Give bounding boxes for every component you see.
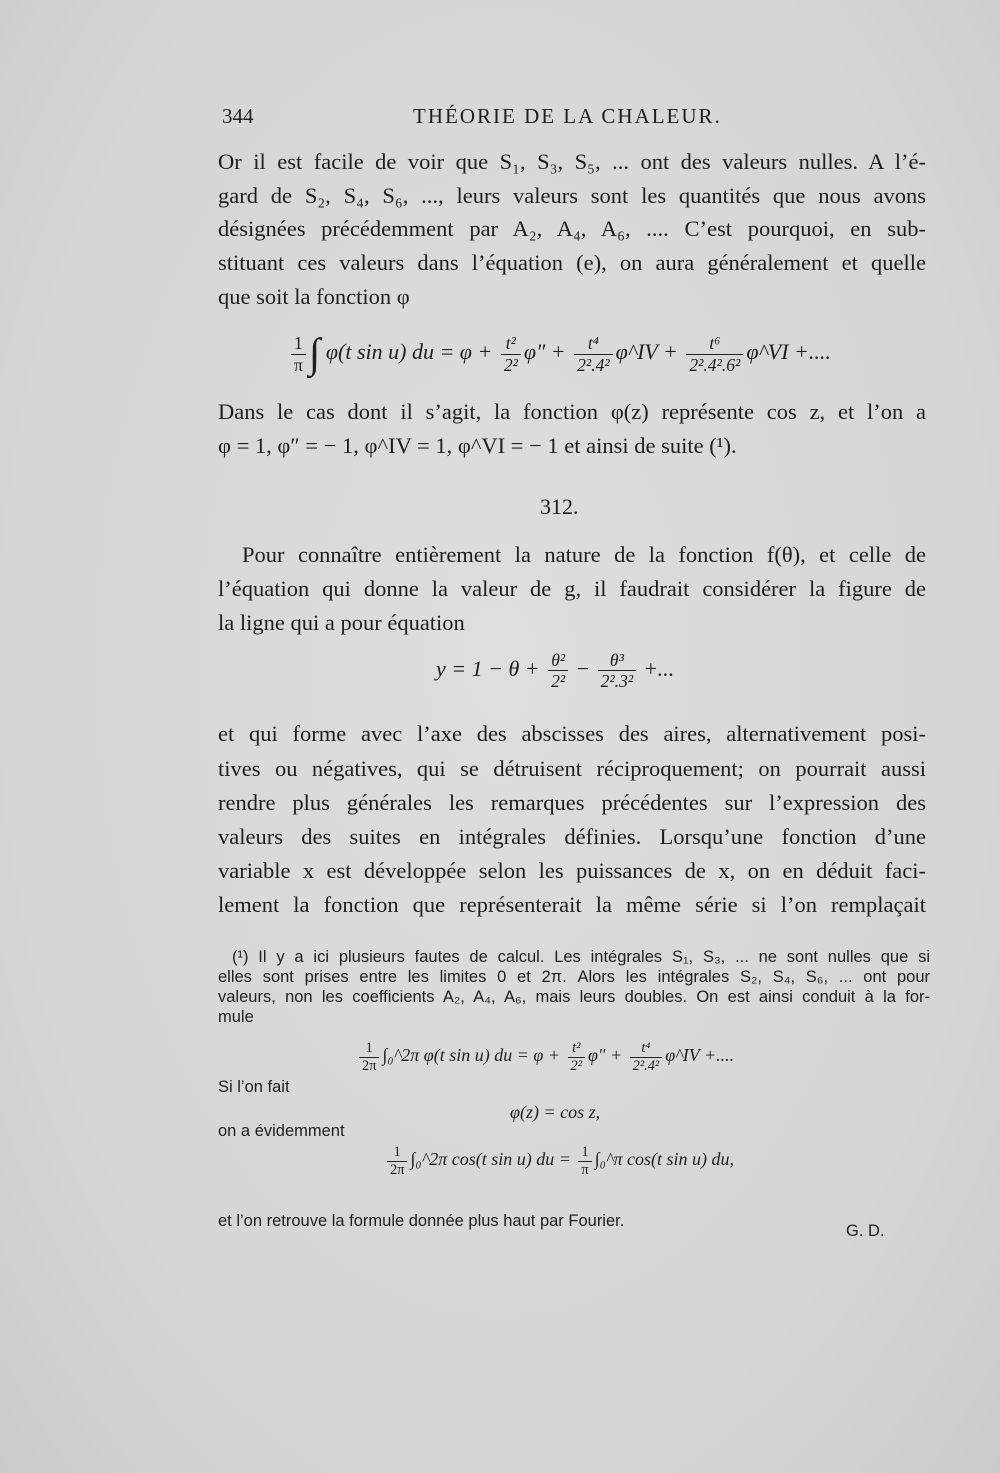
body-line: désignées précédemment par A₂, A₄, A₆, .... C’est pourquoi, en sub- xyxy=(218,216,926,241)
running-header xyxy=(220,104,940,136)
equation-curve: y = 1 − θ + $\frac{\text{θ²}}{\text{2²}}$ − $\frac{\text{θ³}}{\text{2².3²}}$ +... xyxy=(436,650,674,692)
body-line: et qui forme avec l’axe des abscisses des aires, alternativement posi- xyxy=(218,721,926,746)
footnote-text: on a évidemment xyxy=(218,1122,345,1140)
body-line: Or il est facile de voir que S₁, S₃, S₅, ... ont des valeurs nulles. A l’é- xyxy=(218,149,926,174)
page-number: 344 xyxy=(222,104,254,128)
body-line: variable x est développée selon les puissances de x, on en déduit faci- xyxy=(218,858,926,883)
equation-series-expansion: $\frac{1}{\pi}$ ∫ φ(t sin u) du = φ + $\frac{\text{t²}}{\text{2²}}$ φ″ + $\frac{\text{t⁴}}{\text{2².4²}}$ φ^IV + $\frac{\text{t⁶}}{\text{2².4².6²}}$ φ^VI +.... xyxy=(288,330,831,378)
body-line: lement la fonction que représenterait la même série si l’on remplaçait xyxy=(218,892,926,917)
body-line: l’équation qui donne la valeur de g, il faudrait considérer la figure de xyxy=(218,576,926,601)
footnote-line: elles sont prises entre les limites 0 et 2π. Alors les intégrales S₂, S₄, S₆, ... ont pour xyxy=(218,968,930,986)
body-line: φ = 1, φ″ = − 1, φ^IV = 1, φ^VI = − 1 et ainsi de suite (¹). xyxy=(218,433,737,458)
body-line: stituant ces valeurs dans l’équation (e), on aura généralement et quelle xyxy=(218,250,926,275)
body-line: tives ou négatives, qui se détruisent réciproquement; on pourrait aussi xyxy=(218,756,926,781)
footnote-equation-cos: φ(z) = cos z, xyxy=(510,1102,601,1122)
body-line: rendre plus générales les remarques précédentes sur l’expression des xyxy=(218,790,926,815)
running-title: THÉORIE DE LA CHALEUR. xyxy=(413,104,722,128)
footnote-line: mule xyxy=(218,1008,254,1026)
footnote-line: valeurs, non les coefficients A₂, A₄, A₆, mais leurs doubles. On est ainsi conduit à la for- xyxy=(218,988,930,1006)
footnote-end: et l’on retrouve la formule donnée plus haut par Fourier. xyxy=(218,1212,625,1230)
body-line: la ligne qui a pour équation xyxy=(218,610,465,635)
body-line: gard de S₂, S₄, S₆, ..., leurs valeurs sont les quantités que nous avons xyxy=(218,183,926,208)
body-line: Pour connaître entièrement la nature de la fonction f(θ), et celle de xyxy=(242,542,926,567)
body-line: que soit la fonction φ xyxy=(218,284,410,309)
footnote-equation-cos-integral: $\frac{1}{2\pi}$ ∫₀^2π cos(t sin u) du = $\frac{1}{\pi}$ ∫₀^π cos(t sin u) du, xyxy=(384,1144,734,1178)
body-line: Dans le cas dont il s’agit, la fonction φ(z) représente cos z, et l’on a xyxy=(218,399,926,424)
footnote-line: (¹) Il y a ici plusieurs fautes de calcul. Les intégrales S₁, S₃, ... ne sont nulles que si xyxy=(232,948,930,966)
signature: G. D. xyxy=(846,1222,885,1240)
section-number: 312. xyxy=(540,494,579,519)
body-line: valeurs des suites en intégrales définies. Lorsqu’une fonction d’une xyxy=(218,824,926,849)
footnote-equation-integral: $\frac{1}{2\pi}$ ∫₀^2π φ(t sin u) du = φ + $\frac{\text{t²}}{\text{2²}}$ φ″ + $\frac{\text{t⁴}}{\text{2².4²}}$ φ^IV +.... xyxy=(356,1040,734,1074)
footnote-text: Si l’on fait xyxy=(218,1078,290,1096)
